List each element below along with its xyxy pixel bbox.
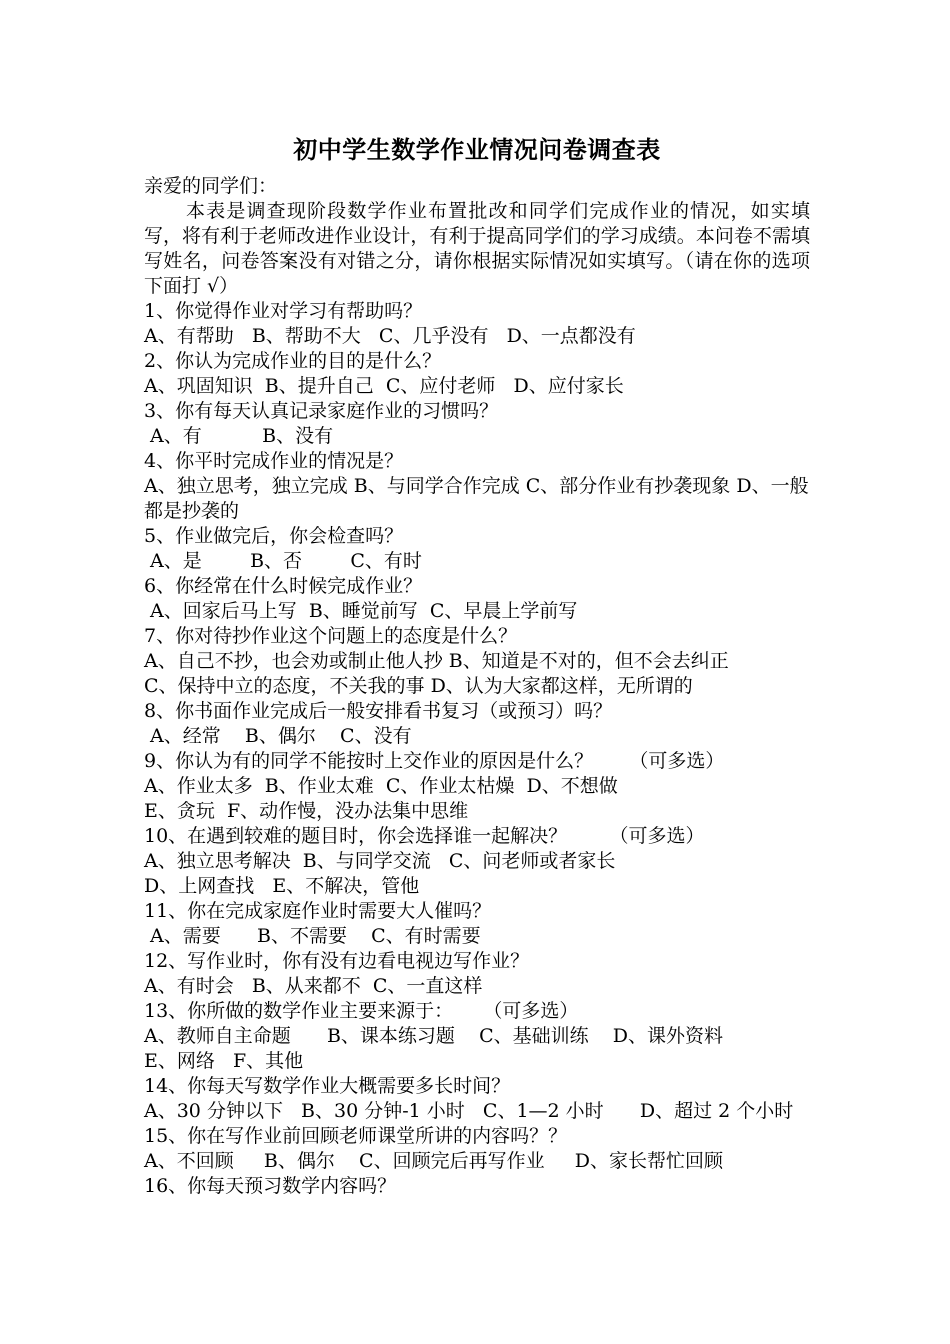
question-options: A、巩固知识 B、提升自己 C、应付老师 D、应付家长 — [144, 375, 624, 397]
question-text: 7、你对待抄作业这个问题上的态度是什么？ — [144, 625, 518, 647]
question-text: 12、写作业时，你有没有边看电视边写作业？ — [144, 950, 530, 972]
question-text: 16、你每天预习数学内容吗？ — [144, 1175, 397, 1197]
page-title: 初中学生数学作业情况问卷调查表 — [293, 135, 661, 164]
question-text: 10、在遇到较难的题目时，你会选择谁一起解决？ （可多选） — [144, 825, 705, 847]
question-text: 8、你书面作业完成后一般安排看书复习（或预习）吗？ — [144, 700, 613, 722]
question-options: A、需要 B、不需要 C、有时需要 — [144, 925, 481, 947]
question-options: A、独立思考，独立完成 B、与同学合作完成 C、部分作业有抄袭现象 D、一般都是抄袭的 — [144, 475, 809, 522]
question-text: 14、你每天写数学作业大概需要多长时间？ — [144, 1075, 511, 1097]
question-text: 2、你认为完成作业的目的是什么？ — [144, 350, 442, 372]
question-options: A、30 分钟以下 B、30 分钟-1 小时 C、1—2 小时 D、超过 2 个小时 — [144, 1100, 794, 1122]
question-options: A、自己不抄，也会劝或制止他人抄 B、知道是不对的，但不会去纠正 — [144, 650, 729, 672]
question-options: A、独立思考解决 B、与同学交流 C、问老师或者家长 — [144, 850, 616, 872]
question-options: D、上网查找 E、不解决，管他 — [144, 875, 420, 897]
question-options: A、作业太多 B、作业太难 C、作业太枯燥 D、不想做 — [144, 775, 618, 797]
question-list — [144, 299, 810, 1199]
question-text: 5、作业做完后，你会检查吗？ — [144, 525, 404, 547]
question-options: A、有帮助 B、帮助不大 C、几乎没有 D、一点都没有 — [144, 325, 636, 347]
question-options: A、教师自主命题 B、课本练习题 C、基础训练 D、课外资料 — [144, 1025, 724, 1047]
intro-paragraph: 本表是调查现阶段数学作业布置批改和同学们完成作业的情况，如实填写，将有利于老师改进作业设计，有利于提高同学们的学习成绩。本问卷不需填写姓名，问卷答案没有对错之分，请你根据实际情况如实填写。（请在你的选项下面打 √） — [144, 200, 810, 297]
question-text: 11、你在完成家庭作业时需要大人催吗？ — [144, 900, 492, 922]
question-options: A、有 B、没有 — [144, 425, 334, 447]
question-text: 6、你经常在什么时候完成作业？ — [144, 575, 423, 597]
question-options: E、网络 F、其他 — [144, 1050, 304, 1072]
question-text: 4、你平时完成作业的情况是？ — [144, 450, 404, 472]
question-text: 9、你认为有的同学不能按时上交作业的原因是什么？ （可多选） — [144, 750, 725, 772]
question-text: 1、你觉得作业对学习有帮助吗？ — [144, 300, 423, 322]
greeting: 亲爱的同学们： — [144, 175, 278, 197]
question-options: C、保持中立的态度，不关我的事 D、认为大家都这样，无所谓的 — [144, 675, 693, 697]
question-text: 15、你在写作业前回顾老师课堂所讲的内容吗？？ — [144, 1125, 568, 1147]
question-options: A、有时会 B、从来都不 C、一直这样 — [144, 975, 483, 997]
question-options: A、经常 B、偶尔 C、没有 — [144, 725, 412, 747]
question-options: A、是 B、否 C、有时 — [144, 550, 422, 572]
question-text: 3、你有每天认真记录家庭作业的习惯吗？ — [144, 400, 499, 422]
document-content — [144, 132, 810, 1199]
question-options: E、贪玩 F、动作慢，没办法集中思维 — [144, 800, 469, 822]
question-options: A、回家后马上写 B、睡觉前写 C、早晨上学前写 — [144, 600, 578, 622]
question-text: 13、你所做的数学作业主要来源于： （可多选） — [144, 1000, 579, 1022]
question-options: A、不回顾 B、偶尔 C、回顾完后再写作业 D、家长帮忙回顾 — [144, 1150, 724, 1172]
